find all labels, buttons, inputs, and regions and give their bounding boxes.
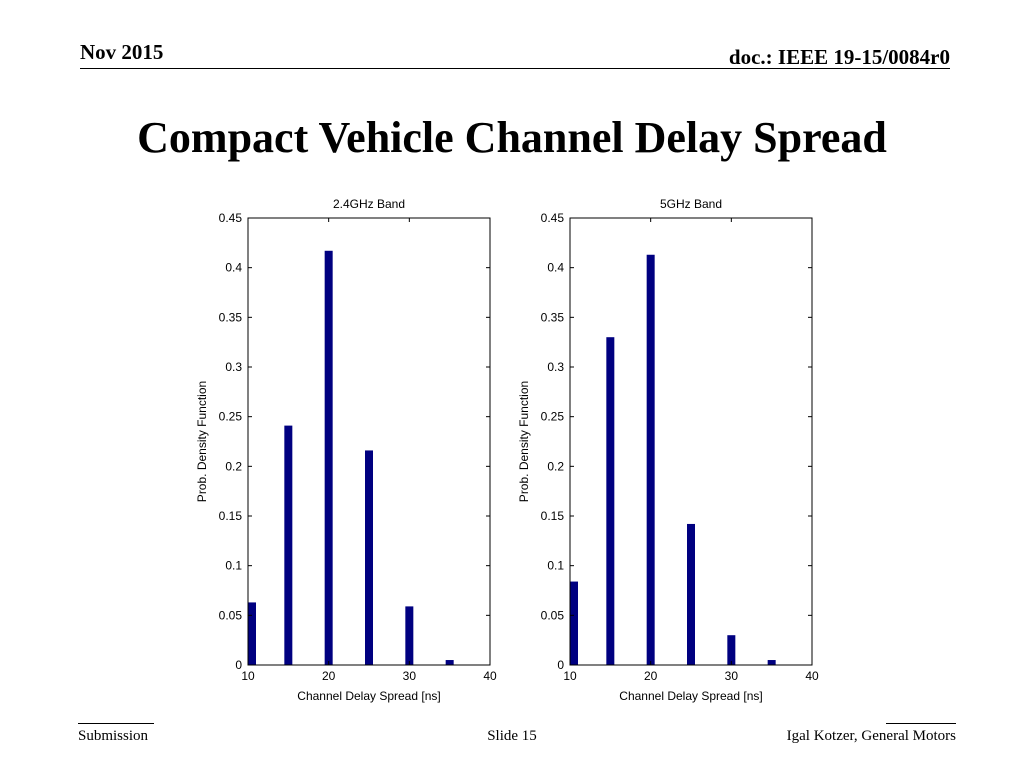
footer-submission: Submission [78, 728, 149, 744]
y-tick-label: 0 [235, 658, 242, 672]
footer-divider-left [78, 723, 154, 724]
y-tick-label: 0.3 [547, 360, 564, 374]
y-tick-label: 0.2 [225, 459, 242, 474]
y-tick-label: 0.4 [225, 260, 242, 275]
bar [570, 582, 578, 665]
x-axis-label: Channel Delay Spread [ns] [297, 689, 441, 703]
bar [405, 606, 413, 665]
bar [446, 660, 454, 665]
bar [284, 426, 292, 665]
y-tick-label: 0.1 [547, 558, 564, 573]
y-tick-label: 0.05 [218, 608, 242, 623]
x-tick-label: 10 [563, 669, 577, 683]
bar [647, 255, 655, 665]
y-tick-label: 0 [557, 658, 564, 672]
x-tick-label: 20 [321, 669, 336, 683]
bar [325, 251, 333, 665]
footer-divider-right [886, 723, 956, 724]
bar [606, 337, 614, 665]
y-tick-label: 0.1 [225, 558, 242, 573]
header-date: Nov 2015 [80, 40, 164, 64]
x-tick-label: 30 [724, 669, 739, 683]
bar [687, 524, 695, 665]
y-tick-label: 0.25 [218, 409, 242, 424]
y-axis-label: Prob. Density Function [517, 380, 531, 503]
header-divider [80, 68, 950, 69]
y-tick-label: 0.15 [218, 509, 242, 523]
x-tick-label: 40 [805, 669, 819, 683]
bar [365, 450, 373, 665]
slide-title: Compact Vehicle Channel Delay Spread [137, 113, 887, 162]
y-tick-label: 0.2 [547, 459, 564, 474]
y-tick-label: 0.45 [218, 211, 242, 225]
chart-2.4ghz-band [190, 188, 510, 710]
y-tick-label: 0.05 [540, 608, 564, 623]
x-tick-label: 10 [241, 669, 255, 683]
chart-title: 2.4GHz Band [332, 197, 406, 211]
y-tick-label: 0.4 [547, 260, 564, 275]
chart-5ghz-band [512, 188, 832, 710]
header-doc-id: doc.: IEEE 19-15/0084r0 [728, 45, 950, 69]
y-tick-label: 0.25 [540, 409, 564, 424]
bar [727, 635, 735, 665]
y-tick-label: 0.15 [540, 509, 564, 523]
y-axis-label: Prob. Density Function [195, 380, 209, 503]
bar [248, 602, 256, 665]
footer-author: Igal Kotzer, General Motors [786, 728, 956, 744]
bar [768, 660, 776, 665]
y-tick-label: 0.35 [218, 310, 242, 325]
y-tick-label: 0.45 [540, 211, 564, 225]
x-tick-label: 30 [402, 669, 417, 683]
x-tick-label: 40 [483, 669, 497, 683]
x-axis-label: Channel Delay Spread [ns] [619, 689, 763, 703]
footer-slide-number: Slide 15 [487, 728, 537, 744]
y-tick-label: 0.35 [540, 310, 564, 325]
y-tick-label: 0.3 [225, 360, 242, 374]
x-tick-label: 20 [643, 669, 658, 683]
chart-title: 5GHz Band [659, 197, 723, 211]
